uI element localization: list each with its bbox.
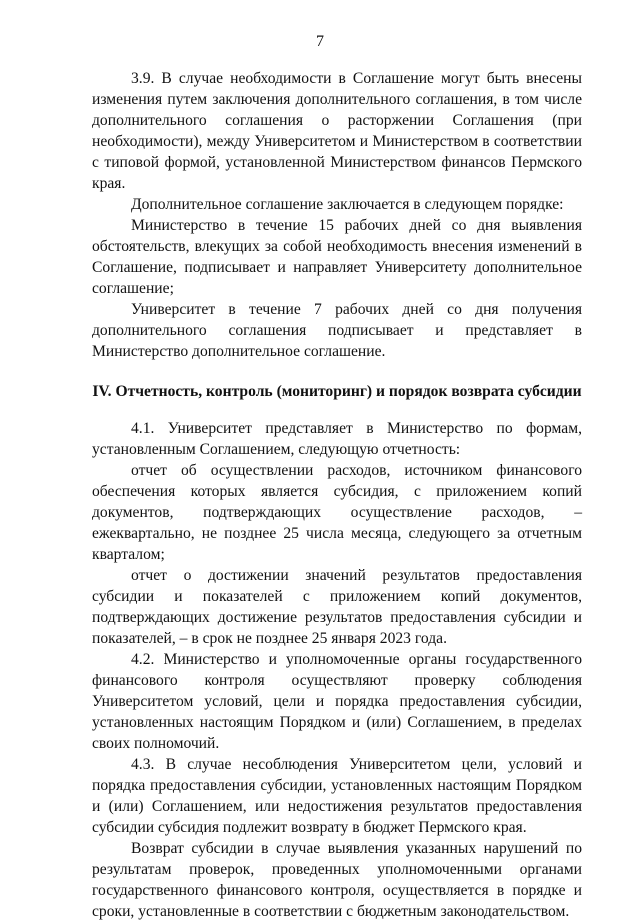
paragraph-results-report: отчет о достижении значений результатов предоставления субсидии и показателей с приложением копий документов, подтверждающих достижение результатов предоставления субсидии и показателей, – в срок не позднее 25 января 2023 года.	[92, 567, 582, 647]
paragraph-additional-agreement-order: Дополнительное соглашение заключается в следующем порядке:	[131, 196, 564, 213]
paragraph-expense-report: отчет об осуществлении расходов, источником финансового обеспечения которых является субсидия, с приложением копий документов, подтверждающих осуществление расходов, – ежеквартально, не позднее 25 числа месяца, следующего за отчетным кварталом;	[92, 462, 582, 563]
paragraph-3-9: 3.9. В случае необходимости в Соглашение могут быть внесены изменения путем заключения дополнительного соглашения, в том числе дополнительного соглашения о расторжении Соглашения (при необходимости), между Университетом и Министерством в соответствии с типовой формой, установленной Министерством финансов Пермского края.	[92, 70, 582, 192]
paragraph-4-2: 4.2. Министерство и уполномоченные органы государственного финансового контроля осуществляют проверку соблюдения Университетом условий, цели и порядка предоставления субсидии, установленных настоящим Порядком и (или) Соглашением, в пределах своих полномочий.	[92, 651, 582, 752]
paragraph-refund: Возврат субсидии в случае выявления указанных нарушений по результатам проверок, проведенных уполномоченными органами государственного финансового контроля, осуществляется в порядке и сроки, установленные в соответствии с бюджетным законодательством.	[92, 840, 582, 920]
paragraph-ministry-signs: Министерство в течение 15 рабочих дней со дня выявления обстоятельств, влекущих за собой необходимость внесения изменений в Соглашение, подписывает и направляет Университету дополнительное соглашение;	[92, 217, 582, 297]
section-heading-iv: IV. Отчетность, контроль (мониторинг) и порядок возврата субсидии	[92, 383, 582, 400]
page-number: 7	[316, 33, 324, 50]
paragraph-4-3: 4.3. В случае несоблюдения Университетом цели, условий и порядка предоставления субсидии, установленных настоящим Порядком и (или) Соглашением, или недостижения результатов предоставления субсидии субсидия подлежит возврату в бюджет Пермского края.	[92, 756, 582, 836]
paragraph-4-1: 4.1. Университет представляет в Министерство по формам, установленным Соглашением, следующую отчетность:	[92, 420, 582, 458]
document-body	[92, 68, 582, 922]
paragraph-university-signs: Университет в течение 7 рабочих дней со дня получения дополнительного соглашения подписывает и представляет в Министерство дополнительное соглашение.	[92, 301, 582, 360]
